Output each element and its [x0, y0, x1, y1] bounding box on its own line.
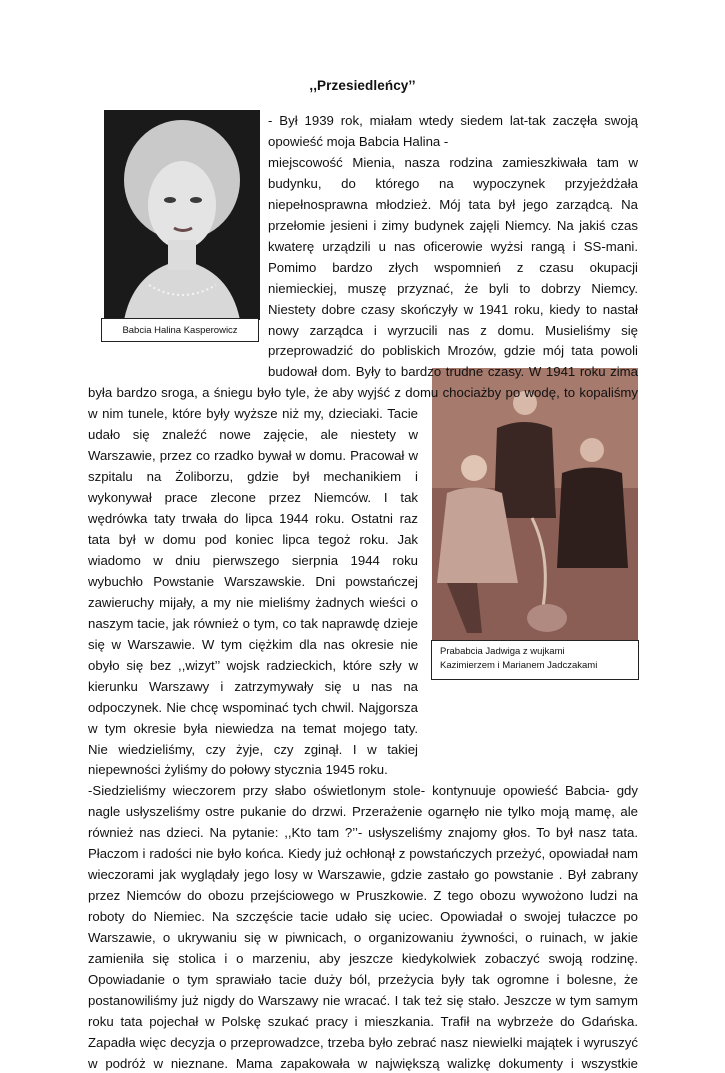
text-line: -Siedzieliśmy wieczorem przy słabo oświetlonym stole- kontynuuje opowieść Babcia- gdy — [88, 783, 638, 799]
text-line: zamieniła się stolica i o marzeniu, aby jeszcze kiedykolwiek zobaczyć swoją rodzinę. — [88, 951, 638, 966]
portrait-illustration — [104, 110, 260, 320]
text-line: również nas dzieci. Na pytanie: ,,Kto tam ?’’- usłyszeliśmy znajomy głos. To był nasz tata. — [88, 825, 638, 841]
text-line: Niestety dobre czasy skończyły w 1941 roku, kiedy to nastał — [268, 301, 638, 317]
photo2-caption-line1: Prababcia Jadwiga z wujkami — [440, 646, 565, 657]
text-line: wieczorami jak wyglądały jego losy w Warszawie, gdzie zastało go powstanie . Był zabrany — [88, 867, 638, 883]
text-line: roku tata pojechał w Polskę szukać pracy i mieszkania. Trafił na wybrzeże do Gdańska. — [88, 1013, 638, 1029]
text-line: kierunku Warszawy i zatrzymywały się u nas na — [88, 678, 418, 694]
text-line: budował dom. Były to bardzo trudne czasy. W 1941 roku zima — [268, 364, 638, 380]
family-photo-jadczak — [432, 368, 638, 640]
text-line: szpitalu na Żoliborzu, gdzie był mechanikiem i — [88, 469, 418, 485]
family-photo-illustration — [432, 368, 638, 640]
text-line: obyło się bez ,,wizyt’’ wojsk radzieckich, które szły w — [88, 657, 418, 673]
text-line: w nim tunele, które były wyższe niż my, dzieciaki. Tacie — [88, 406, 418, 422]
text-line: wybuchło Powstanie Warszawskie. Dni powstańczej — [88, 573, 418, 589]
text-line: Warszawie, o ukrywaniu się w piwnicach, o organizowaniu żywności, o ruinach, w jakie — [88, 930, 638, 946]
text-line: udało się znaleźć nowe zajęcie, ale niestety w — [88, 427, 418, 443]
text-line: Płaczom i radości nie było końca. Kiedy już ochłonął z powstańczych przeżyć, opowiadał nam — [88, 846, 638, 862]
photo2-caption — [431, 640, 639, 680]
text-line: przełomie jesieni i zimy budynek zajęli Niemcy. Na jakiś czas — [268, 217, 638, 233]
text-line: była bardzo sroga, a śniegu było tyle, że aby wyjść z domu chociażby po wodę, to kopaliśmy — [88, 385, 638, 401]
text-line: postanowiliśmy już nigdy do Warszawy nie wracać. I tak też się stało. Jeszcze w tym samym — [88, 992, 638, 1008]
text-line: tata był w domu pod koniec lipca tegoż roku. Jak — [88, 532, 418, 547]
text-line: opowieść moja Babcia Halina - — [268, 133, 449, 149]
photo2-caption-line2: Kazimierzem i Marianem Jadczakami — [440, 660, 598, 671]
text-line: odpoczynek. Nie chcę wspominać tych chwil. Najgorsza — [88, 699, 418, 715]
text-line: wędrówka taty trwała do lipca 1944 roku. Ostatni raz — [88, 511, 418, 527]
text-line: nagle usłyszeliśmy ostre pukanie do drzwi. Przerażenie ogarnęło nie tylko moją mamę, ale — [88, 804, 638, 820]
text-line: wykonywał prace zlecone przez Niemców. I tak — [88, 490, 418, 506]
text-line: niepełnosprawna młodzież. Mój tata był jego zarządcą. Na — [268, 196, 638, 212]
text-line: zawieruchy mijały, a my nie mieliśmy żadnych wieści o — [88, 594, 418, 610]
text-line: - Był 1939 rok, miałam wtedy siedem lat-tak zaczęła swoją — [268, 113, 638, 128]
text-line: Opowiadanie o tym sprawiało tacie duży ból, przeżycia były tak ogromne i bolesne, że — [88, 971, 638, 987]
text-line: Warszawie, przez co rzadko bywał w domu. Pracował w — [88, 448, 418, 464]
text-line: miejscowość Mienia, nasza rodzina zamieszkiwała tam w — [268, 154, 638, 170]
text-line: nowy zarządca i wyrzucili nas z domu. Musieliśmy się — [268, 322, 638, 338]
text-line: w tym okresie była niewiedza na temat mojego taty. — [88, 720, 418, 736]
photo1-caption: Babcia Halina Kasperowicz — [101, 318, 259, 342]
text-line: Pomimo bardzo złych wspomnień z czasu okupacji — [268, 259, 638, 275]
text-line: się w Warszawie. W tym ciężkim dla nas okresie nie — [88, 636, 418, 652]
text-line: Nie wiedzieliśmy, czy żyje, czy zginął. I w takiej — [88, 741, 418, 757]
text-line: niemieckiej, muszę przyznać, że byli to dobrzy Niemcy. — [268, 280, 638, 296]
text-line: w podróż w nieznane. Mama zapakowała w największą walizkę dokumenty i wszystkie — [88, 1055, 638, 1071]
text-line: wiadomo w dniu pierwszego sierpnia 1944 roku — [88, 552, 418, 568]
text-line: naszym tacie, jak również o tym, co tak naprawdę dzieje — [88, 615, 418, 631]
text-line: budynku, do którego na wypoczynek przyjeżdżała — [268, 175, 638, 191]
text-line: kwaterę urządzili u nas oficerowie wyżsi rangą i SS-mani. — [268, 238, 638, 254]
text-line: przez Niemców do obozu przejściowego w Pruszkowie. Z tego obozu wywożono ludzi na — [88, 888, 638, 904]
portrait-photo-halina — [104, 110, 260, 320]
text-line: niepewności żyliśmy do połowy stycznia 1945 roku. — [88, 762, 388, 778]
page-title: ,,Przesiedleńcy’’ — [309, 78, 416, 93]
text-line: przeprowadzić do pobliskich Mrozów, gdzie mój tata powoli — [268, 343, 638, 359]
text-line: Zapadła więc decyzja o przeprowadzce, trzeba było zebrać nasz niewielki majątek i wyruszyć — [88, 1034, 638, 1050]
text-line: roboty do Niemiec. Na szczęście tacie udało się uciec. Opowiadał o swojej tułaczce po — [88, 909, 638, 925]
